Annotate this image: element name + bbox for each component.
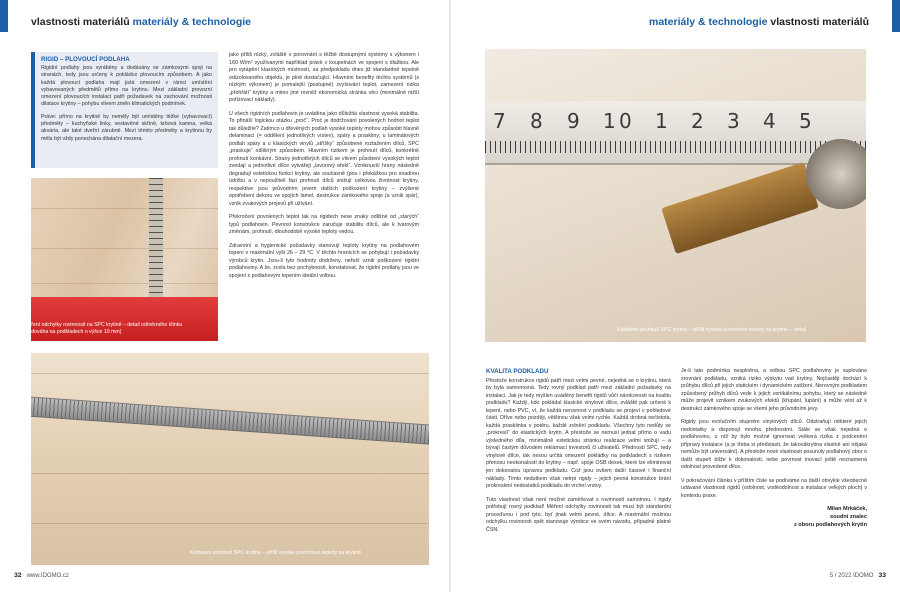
tape-number: 9 — [567, 109, 580, 133]
website: www.IDOMO.cz — [26, 573, 69, 579]
tape-number: 4 — [763, 109, 776, 133]
spread-photo — [31, 353, 429, 565]
article-paragraph: jako příliš nízký, zvláště v porovnání s těžbě dostupnými systémy s výkonem i 160 W/m² využívanými například právě v koupelnách ve spojení s dlažbou. Ale pro vytápění klasických místností, za předpokladu dnes již standardně tepelně odizolovaného objektu, je plně dostačující. Hlavními benefity těchto systémů (s nízkým výkonem) je pomalejší (postupné) zvyšování teplot, zamezení rizika „přehřátí“ krytiny a mimo jiné rovněž ekonomická stránka věci (minimálně nižší pořizovací náklady). — [229, 52, 419, 104]
article-column — [681, 368, 867, 530]
floor-seam — [31, 373, 429, 374]
section-tab — [892, 0, 900, 32]
tape-number: 8 — [530, 109, 543, 133]
wood-grain — [31, 283, 218, 284]
section-tab — [0, 0, 8, 32]
author-role: z oboru podlahových krytin — [793, 521, 867, 528]
info-box-paragraph: Práve: přímo na krytině by neměly být umístěny těžké (vybavovací) předměty – kuchyňské linky, vestavěné skříně, krbová kamna, velká akvária, ale také dveřní zárubně. Mezi těmito předměty a krytinou by měla být vždy ponechána dilatační mezera. — [41, 113, 212, 142]
tape-ticks — [485, 141, 866, 153]
article-paragraph: Rigidy jsou evolučním stupněm vinylových dílců. Odstraňují některé jejich nedostatky a disponují mnoha přednostmi. Stále se však nejedná o podlahovinu, u níž by bylo možné ignorovat veškerá rizika z podcenění přípravy instalace (a je třeba si představit, že takovákrytina vlastně ani nějaká nemůže být univerzální). A přestože nové vlastnosti posunuly podlahový obor o další stupeň blíže k dokonalosti, nebe povrnost inovací ještě neznamená odolnost provedené dílce. — [681, 419, 867, 471]
level-measure-photo — [31, 178, 218, 341]
header-category: materiály & technologie — [649, 16, 768, 28]
article-column — [229, 52, 419, 286]
floor-seam — [31, 473, 429, 474]
info-box-paragraph: Rigidní podlahy jsou vyráběny a dodávány se zámkovými spoji na stranách, tedy jsou určeny k pokládce plovoucím způsobem. A jako každá plovoucí podlaha mají jistá omezení v rámci umístění vybavovaných předmětů přímo na krytinu. Mezi základní provozní omezení plovoucích instalací patří požadavek na zachování možnosti dilatace krytiny – pohybu vlivem změn klimatických podmínek. — [41, 65, 212, 108]
tape-measure — [485, 101, 866, 165]
tape-number: 1 — [655, 109, 668, 133]
tape-number: 2 — [691, 109, 704, 133]
wedge-gauge — [149, 178, 163, 308]
photo-caption: Měření odchylky rovinnosti na SPC krytině – detail odměrného klínku (vodováha na podkladech o výšce 10 mm) — [24, 322, 183, 336]
article-paragraph: Je-li tato podmínka nesplněna, a volbou SPC podlahoviny je suplováno srovnání podkladu, vzniká riziko výskytu vad krytiny. Nejčastěji dochází k průhybu dílců při jejich statickém i dynamickém zatížení. Nerovným podkladem způsobený průhyb dílců vede k jejich vertikálnímu pohybu, který se následně může projevit vznikem zvukových efektů (křupání, lupání) a může vést až k destrukci zámkového spoje se všemi jeho průvodními jevy. — [681, 368, 867, 412]
author-role: soudní znalec — [830, 514, 867, 521]
header-category: materiály & technologie — [132, 16, 251, 28]
info-box-title: RIGID – PLOVOUCÍ PODLAHA — [41, 56, 130, 63]
tape-number: 3 — [727, 109, 740, 133]
footer-left — [14, 572, 69, 579]
page-number: 32 — [14, 572, 22, 579]
article-paragraph: Překročení povolených teplot tak na rigidech nese znaky odlišné od „starých“ typů podlahovin. Pevnost konstrukce zaručuje stabilitu dílců, ale k tvarovým změnám, prohnutí, dlouhodobě vysoké teploty vedou. — [229, 214, 419, 236]
tape-number: 1 — [603, 109, 616, 133]
photo-caption: Konkávní prohnutí SPC krytiny – příliš vysoké povrchové teploty na krytině — [190, 550, 361, 556]
steel-ruler — [31, 396, 429, 446]
author-name: Milan Mrkáček, — [827, 506, 867, 513]
tape-number: 7 — [493, 109, 506, 133]
page-number: 33 — [878, 572, 886, 579]
page-header-left — [31, 16, 251, 28]
article-column — [486, 368, 671, 540]
footer-right — [830, 572, 886, 579]
article-paragraph: Přestože konstrukce rigidů patří mezi velmi pevné, nejedná se o krytinu, která by byla samonosná. Tedy rovný podklad patří mezi základní požadavky na instalaci. Jak je tedy myšlen uváděný benefit rigidů vůči nárokovosti na kvalitu podkladu? Každý, kdo pokládal klasické vinylové dílce, zvláště pak určené k lepení, nebo PVC, ví, že každá nerovnost v podkladu se projeví v pohledové části. Dříve nebo později, většinou však velmi rychle. Každá drobná nečistota, každá prasklinka v potěru, každé zvlnění podkladu. Všechny tyto nedůty se „prokreslí“ do elastických krytin. A přestože se nemusí jednat přímo o vadu výsledného díla, minimálně estetickou stránku realizace velmi snižují – a bývají častým důvodem reklamací investorů či uživatelů. Předností SPC, tedy vinylové dílce, tak nesou určitá omezení pokládky na podkladech s rizikem přenosu neokonalostí do krytiny – např. spoje OSB desek, které lze eliminovat jen dokonalou úpravou podkladu. Což jsou ovšem další časové i finanční náklady. Tímto nedutkem však netrpí rigidy – jejich pevná konstrukce brání prokreslení nedostatků podkladu do vrchní vrstvy. — [486, 377, 671, 490]
article-paragraph: Tuto vlastnost však není možné zaměňovat s rovinností samotnou. I rigidy potřebují rovný podklad! Měření odchylky rovinnosti tak musí být standardní proceďurou i pod tyto, byť jinak velmi pevné, dílce. A maximální možnou odchylku rovinnosti opět stanovuje výrobce ve svém návodu, případně platné ČSN. — [486, 496, 671, 533]
tape-measure-photo — [485, 49, 866, 342]
tape-number: 5 — [799, 109, 812, 133]
photo-caption: Konkávní prohnutí SPC krytiny – příliš vysoké povrchové teploty na krytině – detail — [617, 327, 807, 333]
info-box — [31, 52, 218, 168]
section-title: KVALITA PODKLADU — [486, 368, 549, 375]
article-paragraph: U všech rigidních podlahovin je uváděna jako důležitá vlastnost vysoká stabilita. To přináší logickou otázku „proč“. Proč je dodržování povolených hodnot teplot tak důležité? Zatímco u dřevěných podlah vysoké teploty mohou způsobit hlavně delaminaci (= oddělení jednotlivých vrstev), spáry a praskliny, u laminátových podlah spáry a u klasických vinylů „stříšky“ způsobené roztažením dílců, SPC „praskuje“ odlišným způsobem. Hlavním rizikem je prohnutí dílců, konkrétně prohnutí konkávní. Strany jednotlivých dílců se vlivem působení vysokých teplot zvedají a jednotlivé dílce vytvářejí „lavorový efekt“. Vzniknuvší hrany následně degradují estetickou funkci krytiny, ale současně (pou i překážkou pro snadnou údržbu a v nepoužitelí fázi prohnutí dílců snižují celkovou životnost krytiny, respektive jsou průvodním jevem dalších poškození krytiny – zvýšené opotřebení dekoru ve spojích lamel, destrukce zámkového spoje (a vznik spár), vznik zvukových projevů při užívání. — [229, 110, 419, 207]
right-page — [450, 0, 900, 592]
tape-number: 0 — [619, 109, 632, 133]
brass-block — [661, 162, 818, 254]
floor-seam — [31, 523, 429, 524]
author-signature — [681, 506, 867, 529]
article-paragraph: Zdravotní a hygienické požadavky stanovují teploty krytiny na podlahovém topení v maximální výši 26 – 29 °C. V těchto hranicích se pohybují i požadavky výrobců krytin. Jsou-li tyto hodnoty dodrženy, neřeší vznik poškození rigidní podlahoviny. A že, zcela bez pochybnosti, konstatovat, že rigidní podlahy jsou ve spojení s podlahovým topením ideální volbou. — [229, 242, 419, 279]
issue-label: 5 / 2022 IDOMO — [829, 573, 874, 579]
wood-grain — [31, 248, 218, 249]
wood-grain — [31, 208, 218, 209]
header-section: vlastnosti materiálů — [31, 16, 130, 28]
page-header-right — [649, 16, 869, 28]
article-paragraph: V pokračování článku v příštím čísle se podíváme na další obvykle všeobecně udávané vlastnosti rigidů (odolnost, voděodolnost a instalace velkých ploch) v kontextu praxe. — [681, 477, 867, 499]
header-section: vlastnosti materiálů — [770, 16, 869, 28]
